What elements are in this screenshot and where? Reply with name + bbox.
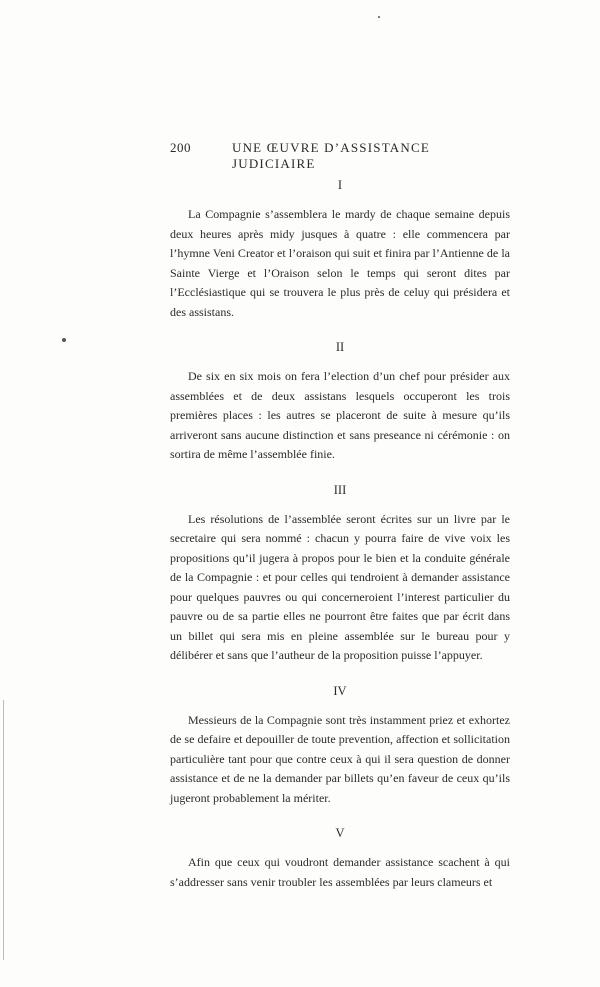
section-4	[170, 684, 510, 809]
section-paragraph: Afin que ceux qui voudront demander assistance scachent à qui s’addresser sans venir troubler les assemblées par leurs clameurs et	[170, 855, 510, 889]
section-number: III	[333, 482, 347, 497]
section-paragraph: Les résolutions de l’assemblée seront écrites sur un livre par le secretaire qui sera nommé : chacun y pourra faire de vive voix les propositions qu’il jugera à propos pour le bien et la conduite générale de la Compagnie : et pour celles qui tendroient à demander assistance pour quelques pauvres ou qui concerneroient l’interest particulier du pauvre ou de sa partie elles ne pourront être faites que par écrit dans un billet qui sera mis en pleine assemblée sur le bureau pour y délibérer et sans que l’autheur de la proposition puisse l’appuyer.	[170, 511, 510, 662]
section-2	[170, 340, 510, 465]
section-5	[170, 826, 510, 892]
scan-speck	[62, 338, 66, 342]
section-number: IV	[333, 683, 347, 698]
section-paragraph: De six en six mois on fera l’election d’un chef pour présider aux assemblées et de deux assistans lesquels occuperont les trois premières places : les autres se placeront de suite à mesure qu’ils arriveront sans aucune distinction et sans preseance ni cérémonie : on sortira de même l’assemblée finie.	[170, 369, 510, 461]
section-number: I	[337, 178, 343, 192]
scan-speck	[378, 16, 380, 18]
running-title: UNE ŒUVRE D’ASSISTANCE JUDICIAIRE	[232, 140, 430, 171]
document-body	[170, 170, 510, 910]
section-paragraph: Messieurs de la Compagnie sont très instamment priez et exhortez de se defaire et depouiller de toute prevention, affection et sollicitation particulière tant pour que contre ceux à qui il sera question de donner assistance et de ne la demander par billets qu’en faveur de ceux qu’ils jugeront probablement la mériter.	[170, 712, 510, 805]
page-number: 200	[170, 140, 191, 155]
section-1	[170, 178, 510, 322]
scan-edge-line	[3, 700, 4, 960]
section-paragraph: La Compagnie s’assemblera le mardy de chaque semaine depuis deux heures après midy jusques à quatre : elle commencera par l’hymne Veni Creator et l’oraison qui suit et finira par l’Antienne de la Sainte Vierge et l’Oraison selon le temps qui seront dites par l’Ecclésiastique qui se trouvera le plus près de celuy qui présidera et des assistans.	[170, 207, 510, 319]
section-3	[170, 483, 510, 666]
section-number: V	[335, 826, 345, 840]
section-number: II	[335, 340, 345, 354]
